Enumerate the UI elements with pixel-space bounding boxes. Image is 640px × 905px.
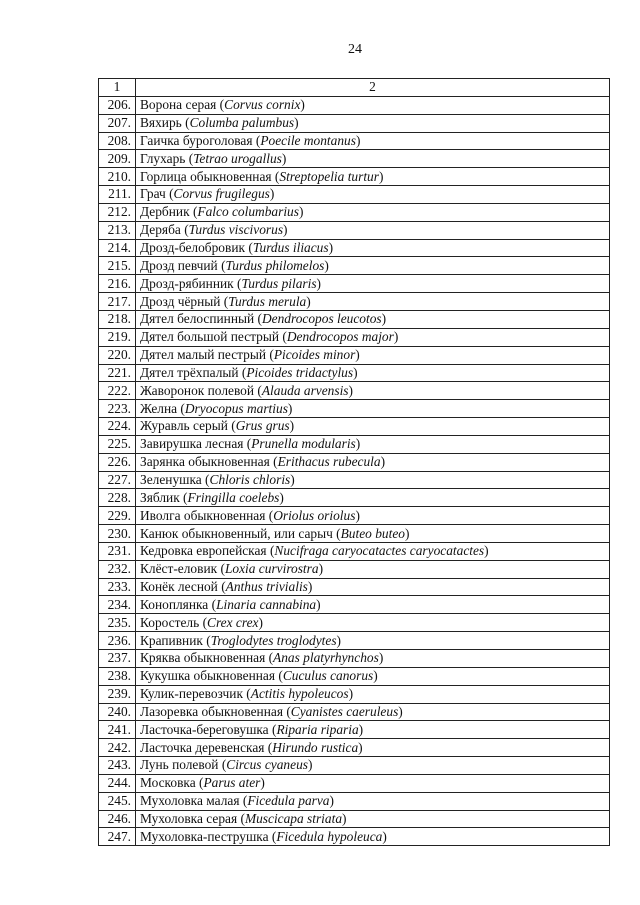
common-name: Дрозд-рябинник bbox=[140, 275, 234, 291]
row-number: 207. bbox=[99, 114, 136, 132]
latin-name: Nucifraga caryocatactes caryocatactes bbox=[274, 543, 485, 559]
table-row bbox=[99, 471, 610, 489]
table-row bbox=[99, 774, 610, 792]
latin-name: Troglodytes troglodytes bbox=[210, 632, 337, 648]
species-cell: Лазоревка обыкновенная (Cyanistes caeruleus) bbox=[136, 703, 610, 721]
row-number: 244. bbox=[99, 774, 136, 792]
species-cell: Лунь полевой (Circus cyaneus) bbox=[136, 757, 610, 775]
table-row bbox=[99, 828, 610, 846]
row-number: 216. bbox=[99, 275, 136, 293]
latin-name: Turdus philomelos bbox=[225, 257, 325, 273]
latin-name: Muscicapa striata bbox=[244, 811, 343, 827]
row-number: 237. bbox=[99, 650, 136, 668]
table-row bbox=[99, 257, 610, 275]
row-number: 212. bbox=[99, 203, 136, 221]
common-name: Мухоловка серая bbox=[140, 811, 238, 827]
table-row bbox=[99, 221, 610, 239]
latin-name: Streptopelia turtur bbox=[279, 168, 379, 184]
latin-name: Turdus pilaris bbox=[241, 275, 317, 291]
latin-name: Hirundo rustica bbox=[272, 739, 359, 755]
common-name: Вяхирь bbox=[140, 115, 182, 131]
latin-name: Corvus frugilegus bbox=[173, 186, 270, 202]
latin-name: Turdus merula bbox=[228, 293, 307, 309]
row-number: 211. bbox=[99, 186, 136, 204]
common-name: Коростель bbox=[140, 614, 200, 630]
row-number: 221. bbox=[99, 364, 136, 382]
species-cell: Дербник (Falco columbarius) bbox=[136, 203, 610, 221]
table-header-row bbox=[99, 79, 610, 97]
common-name: Дятел белоспинный bbox=[140, 311, 255, 327]
row-number: 240. bbox=[99, 703, 136, 721]
table-row bbox=[99, 293, 610, 311]
latin-name: Tetrao urogallus bbox=[193, 150, 282, 166]
common-name: Дятел малый пестрый bbox=[140, 347, 267, 363]
row-number: 214. bbox=[99, 239, 136, 257]
species-cell: Дятел большой пестрый (Dendrocopos major) bbox=[136, 328, 610, 346]
row-number: 228. bbox=[99, 489, 136, 507]
latin-name: Alauda arvensis bbox=[261, 382, 349, 398]
row-number: 236. bbox=[99, 632, 136, 650]
species-cell: Ворона серая (Corvus cornix) bbox=[136, 96, 610, 114]
species-cell: Дрозд-белобровик (Turdus iliacus) bbox=[136, 239, 610, 257]
table-row bbox=[99, 186, 610, 204]
page-number: 24 bbox=[348, 42, 362, 57]
table-row bbox=[99, 346, 610, 364]
species-cell: Зяблик (Fringilla coelebs) bbox=[136, 489, 610, 507]
latin-name: Buteo buteo bbox=[340, 525, 405, 541]
common-name: Московка bbox=[140, 775, 196, 791]
latin-name: Columba palumbus bbox=[189, 115, 295, 131]
table-row bbox=[99, 632, 610, 650]
row-number: 243. bbox=[99, 757, 136, 775]
common-name: Кукушка обыкновенная bbox=[140, 668, 276, 684]
species-cell: Дрозд певчий (Turdus philomelos) bbox=[136, 257, 610, 275]
latin-name: Ficedula parva bbox=[247, 793, 330, 809]
table-row bbox=[99, 507, 610, 525]
table-row bbox=[99, 382, 610, 400]
common-name: Коноплянка bbox=[140, 596, 209, 612]
common-name: Деряба bbox=[140, 222, 181, 238]
row-number: 224. bbox=[99, 418, 136, 436]
row-number: 226. bbox=[99, 453, 136, 471]
table-row bbox=[99, 364, 610, 382]
latin-name: Loxia curvirostra bbox=[224, 561, 319, 577]
row-number: 223. bbox=[99, 400, 136, 418]
latin-name: Turdus viscivorus bbox=[188, 222, 284, 238]
latin-name: Erithacus rubecula bbox=[277, 454, 381, 470]
species-cell: Иволга обыкновенная (Oriolus oriolus) bbox=[136, 507, 610, 525]
latin-name: Riparia riparia bbox=[276, 721, 359, 737]
species-cell: Коноплянка (Linaria cannabina) bbox=[136, 596, 610, 614]
common-name: Клёст-еловик bbox=[140, 561, 218, 577]
common-name: Дятел трёхпалый bbox=[140, 364, 239, 380]
common-name: Зяблик bbox=[140, 489, 180, 505]
row-number: 247. bbox=[99, 828, 136, 846]
species-cell: Завирушка лесная (Prunella modularis) bbox=[136, 435, 610, 453]
common-name: Журавль серый bbox=[140, 418, 228, 434]
row-number: 220. bbox=[99, 346, 136, 364]
species-cell: Канюк обыкновенный, или сарыч (Buteo buteo) bbox=[136, 525, 610, 543]
table-row bbox=[99, 275, 610, 293]
common-name: Конёк лесной bbox=[140, 579, 218, 595]
common-name: Жаворонок полевой bbox=[140, 382, 255, 398]
latin-name: Parus ater bbox=[203, 775, 261, 791]
column-header-number: 1 bbox=[99, 79, 136, 97]
table-row bbox=[99, 168, 610, 186]
table-row bbox=[99, 810, 610, 828]
common-name: Дрозд-белобровик bbox=[140, 240, 245, 256]
common-name: Дрозд певчий bbox=[140, 257, 218, 273]
table-row bbox=[99, 418, 610, 436]
table-row bbox=[99, 650, 610, 668]
latin-name: Dryocopus martius bbox=[184, 400, 288, 416]
species-cell: Желна (Dryocopus martius) bbox=[136, 400, 610, 418]
common-name: Завирушка лесная bbox=[140, 436, 244, 452]
table-row bbox=[99, 489, 610, 507]
species-cell: Ласточка деревенская (Hirundo rustica) bbox=[136, 739, 610, 757]
common-name: Крапивник bbox=[140, 632, 203, 648]
row-number: 232. bbox=[99, 560, 136, 578]
species-cell: Дятел трёхпалый (Picoides tridactylus) bbox=[136, 364, 610, 382]
species-cell: Дятел малый пестрый (Picoides minor) bbox=[136, 346, 610, 364]
common-name: Мухоловка малая bbox=[140, 793, 240, 809]
row-number: 235. bbox=[99, 614, 136, 632]
species-cell: Коростель (Crex crex) bbox=[136, 614, 610, 632]
row-number: 246. bbox=[99, 810, 136, 828]
species-cell: Кряква обыкновенная (Anas platyrhynchos) bbox=[136, 650, 610, 668]
species-cell: Глухарь (Tetrao urogallus) bbox=[136, 150, 610, 168]
latin-name: Cyanistes caeruleus bbox=[290, 703, 399, 719]
table-row bbox=[99, 578, 610, 596]
table-row bbox=[99, 150, 610, 168]
species-cell: Крапивник (Troglodytes troglodytes) bbox=[136, 632, 610, 650]
common-name: Гаичка буроголовая bbox=[140, 132, 253, 148]
latin-name: Crex crex bbox=[207, 614, 259, 630]
species-cell: Дрозд чёрный (Turdus merula) bbox=[136, 293, 610, 311]
row-number: 245. bbox=[99, 792, 136, 810]
table-row bbox=[99, 239, 610, 257]
table-row bbox=[99, 560, 610, 578]
row-number: 234. bbox=[99, 596, 136, 614]
latin-name: Fringilla coelebs bbox=[187, 489, 280, 505]
common-name: Глухарь bbox=[140, 150, 186, 166]
species-cell: Дрозд-рябинник (Turdus pilaris) bbox=[136, 275, 610, 293]
table-row bbox=[99, 542, 610, 560]
species-cell: Грач (Corvus frugilegus) bbox=[136, 186, 610, 204]
common-name: Мухоловка-пеструшка bbox=[140, 828, 269, 844]
table-row bbox=[99, 310, 610, 328]
species-table bbox=[98, 78, 610, 846]
latin-name: Dendrocopos leucotos bbox=[262, 311, 382, 327]
latin-name: Anthus trivialis bbox=[225, 579, 308, 595]
species-cell: Горлица обыкновенная (Streptopelia turtur) bbox=[136, 168, 610, 186]
latin-name: Circus cyaneus bbox=[226, 757, 308, 773]
common-name: Зеленушка bbox=[140, 471, 202, 487]
latin-name: Anas platyrhynchos bbox=[273, 650, 379, 666]
latin-name: Cuculus canorus bbox=[282, 668, 374, 684]
row-number: 230. bbox=[99, 525, 136, 543]
row-number: 217. bbox=[99, 293, 136, 311]
common-name: Грач bbox=[140, 186, 166, 202]
table-row bbox=[99, 132, 610, 150]
row-number: 231. bbox=[99, 542, 136, 560]
species-cell: Кедровка европейская (Nucifraga caryocatactes caryocatactes) bbox=[136, 542, 610, 560]
common-name: Зарянка обыкновенная bbox=[140, 454, 270, 470]
common-name: Дрозд чёрный bbox=[140, 293, 221, 309]
table-row bbox=[99, 757, 610, 775]
column-header-name: 2 bbox=[136, 79, 610, 97]
species-cell: Московка (Parus ater) bbox=[136, 774, 610, 792]
row-number: 218. bbox=[99, 310, 136, 328]
row-number: 219. bbox=[99, 328, 136, 346]
row-number: 225. bbox=[99, 435, 136, 453]
common-name: Ворона серая bbox=[140, 97, 217, 113]
table-row bbox=[99, 596, 610, 614]
species-cell: Жаворонок полевой (Alauda arvensis) bbox=[136, 382, 610, 400]
latin-name: Linaria cannabina bbox=[216, 596, 317, 612]
row-number: 213. bbox=[99, 221, 136, 239]
species-cell: Мухоловка малая (Ficedula parva) bbox=[136, 792, 610, 810]
common-name: Канюк обыкновенный, или сарыч bbox=[140, 525, 333, 541]
table-row bbox=[99, 614, 610, 632]
latin-name: Corvus cornix bbox=[224, 97, 301, 113]
species-cell: Дятел белоспинный (Dendrocopos leucotos) bbox=[136, 310, 610, 328]
latin-name: Ficedula hypoleuca bbox=[276, 828, 383, 844]
table-row bbox=[99, 685, 610, 703]
latin-name: Grus grus bbox=[235, 418, 290, 434]
species-cell: Конёк лесной (Anthus trivialis) bbox=[136, 578, 610, 596]
species-cell: Вяхирь (Columba palumbus) bbox=[136, 114, 610, 132]
common-name: Желна bbox=[140, 400, 178, 416]
latin-name: Prunella modularis bbox=[251, 436, 356, 452]
table-row bbox=[99, 96, 610, 114]
row-number: 239. bbox=[99, 685, 136, 703]
row-number: 206. bbox=[99, 96, 136, 114]
table-row bbox=[99, 739, 610, 757]
species-cell: Зеленушка (Chloris chloris) bbox=[136, 471, 610, 489]
latin-name: Dendrocopos major bbox=[286, 329, 394, 345]
species-cell: Клёст-еловик (Loxia curvirostra) bbox=[136, 560, 610, 578]
species-cell: Кулик-перевозчик (Actitis hypoleucos) bbox=[136, 685, 610, 703]
common-name: Иволга обыкновенная bbox=[140, 507, 266, 523]
species-cell: Мухоловка серая (Muscicapa striata) bbox=[136, 810, 610, 828]
common-name: Лунь полевой bbox=[140, 757, 219, 773]
species-cell: Гаичка буроголовая (Poecile montanus) bbox=[136, 132, 610, 150]
table-row bbox=[99, 453, 610, 471]
common-name: Кулик-перевозчик bbox=[140, 686, 243, 702]
common-name: Дербник bbox=[140, 204, 190, 220]
table-row bbox=[99, 328, 610, 346]
latin-name: Actitis hypoleucos bbox=[250, 686, 349, 702]
table-row bbox=[99, 400, 610, 418]
latin-name: Falco columbarius bbox=[197, 204, 299, 220]
row-number: 229. bbox=[99, 507, 136, 525]
latin-name: Picoides minor bbox=[273, 347, 356, 363]
common-name: Ласточка-береговушка bbox=[140, 721, 269, 737]
row-number: 210. bbox=[99, 168, 136, 186]
common-name: Дятел большой пестрый bbox=[140, 329, 280, 345]
table-row bbox=[99, 703, 610, 721]
row-number: 208. bbox=[99, 132, 136, 150]
row-number: 227. bbox=[99, 471, 136, 489]
table-row bbox=[99, 792, 610, 810]
latin-name: Turdus iliacus bbox=[252, 240, 329, 256]
table-row bbox=[99, 667, 610, 685]
table-row bbox=[99, 435, 610, 453]
latin-name: Picoides tridactylus bbox=[246, 364, 354, 380]
species-cell: Деряба (Turdus viscivorus) bbox=[136, 221, 610, 239]
common-name: Лазоревка обыкновенная bbox=[140, 703, 283, 719]
row-number: 238. bbox=[99, 667, 136, 685]
common-name: Кедровка европейская bbox=[140, 543, 267, 559]
table-row bbox=[99, 114, 610, 132]
species-cell: Мухоловка-пеструшка (Ficedula hypoleuca) bbox=[136, 828, 610, 846]
table-row bbox=[99, 203, 610, 221]
species-cell: Журавль серый (Grus grus) bbox=[136, 418, 610, 436]
common-name: Кряква обыкновенная bbox=[140, 650, 266, 666]
latin-name: Poecile montanus bbox=[260, 132, 356, 148]
latin-name: Chloris chloris bbox=[209, 471, 291, 487]
row-number: 222. bbox=[99, 382, 136, 400]
row-number: 233. bbox=[99, 578, 136, 596]
common-name: Ласточка деревенская bbox=[140, 739, 265, 755]
row-number: 209. bbox=[99, 150, 136, 168]
row-number: 215. bbox=[99, 257, 136, 275]
row-number: 241. bbox=[99, 721, 136, 739]
row-number: 242. bbox=[99, 739, 136, 757]
table-row bbox=[99, 525, 610, 543]
species-cell: Кукушка обыкновенная (Cuculus canorus) bbox=[136, 667, 610, 685]
species-cell: Ласточка-береговушка (Riparia riparia) bbox=[136, 721, 610, 739]
table-body bbox=[99, 96, 610, 845]
species-cell: Зарянка обыкновенная (Erithacus rubecula) bbox=[136, 453, 610, 471]
table-row bbox=[99, 721, 610, 739]
common-name: Горлица обыкновенная bbox=[140, 168, 272, 184]
latin-name: Oriolus oriolus bbox=[273, 507, 356, 523]
